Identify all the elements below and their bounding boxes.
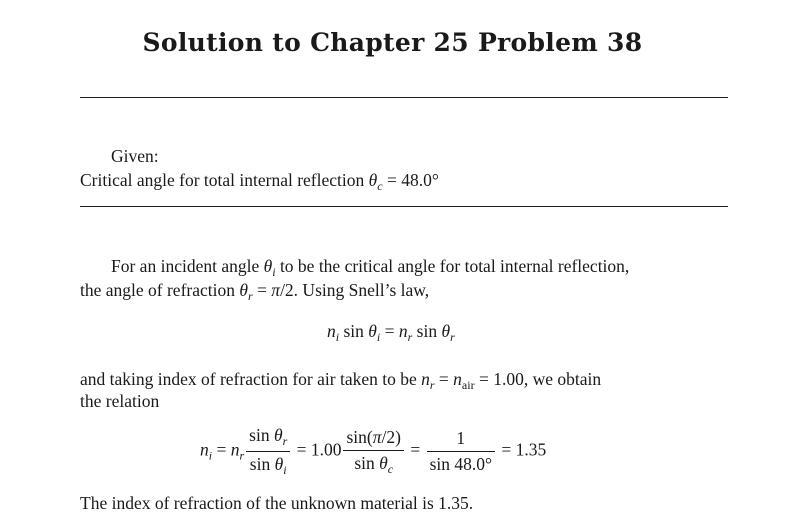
rel-n-sub: i — [208, 448, 213, 463]
snell-n1-sub: i — [335, 330, 340, 344]
rel-nr: n — [230, 439, 240, 460]
p1l1-sub: i — [272, 265, 276, 279]
rel-result: 1.35 — [515, 439, 547, 460]
snell-n2: n — [398, 321, 408, 341]
snell-theta1-sub: i — [376, 330, 381, 344]
p1l2-var: θ — [239, 280, 248, 300]
snell-n2-sub: r — [407, 330, 413, 344]
frac3-den: sin 48.0° — [429, 454, 493, 474]
frac1-den-sin: sin — [249, 454, 275, 474]
rel-n: n — [200, 439, 209, 460]
p2l1-n1-sub: r — [429, 378, 435, 392]
page-title: Solution to Chapter 25 Problem 38 — [142, 28, 643, 57]
snell-theta2: θ — [441, 321, 451, 341]
frac2-den-sin: sin — [354, 452, 380, 473]
snell-equation — [327, 321, 455, 345]
p1l2-text-a: the angle of refraction — [80, 280, 240, 300]
fraction-sin-ratio — [246, 425, 290, 478]
frac1-num-theta: θ — [273, 425, 283, 445]
given-line — [80, 170, 439, 194]
p2l1-n2: n — [453, 369, 462, 389]
frac3-num: 1 — [427, 428, 495, 452]
paragraph2-line1 — [80, 369, 601, 393]
snell-n1: n — [327, 321, 336, 341]
p2l1-n1: n — [421, 369, 430, 389]
paragraph2-line2: the relation — [80, 391, 160, 411]
rel-coef: 1.00 — [310, 439, 342, 460]
frac1-den-sub: i — [283, 463, 287, 477]
fraction-pi-ratio — [343, 427, 403, 477]
p2l1-text-a: and taking index of refraction for air taken to be — [80, 369, 422, 389]
p1l1-var: θ — [263, 256, 273, 276]
frac1-den-theta: θ — [274, 454, 284, 474]
given-value: = 48.0° — [382, 170, 439, 190]
frac2-num-pi: π — [372, 426, 382, 447]
p1l1-text-b: to be the critical angle for total internal reflection, — [275, 256, 630, 276]
p1l2-pi: π — [271, 280, 281, 300]
frac2-den-theta: θ — [379, 452, 388, 473]
paragraph1-line1 — [111, 256, 629, 280]
relation-equation — [200, 425, 546, 478]
rel-eq4: = — [501, 439, 512, 460]
rel-eq2: = — [296, 439, 307, 460]
p1l2-text-b: = — [252, 280, 272, 300]
frac1-num-sub: r — [282, 434, 288, 448]
p1l1-text-a: For an incident angle — [111, 256, 264, 276]
frac2-num-b: /2) — [381, 426, 401, 447]
frac2-den-sub: c — [387, 461, 394, 476]
paragraph1-line2 — [80, 280, 429, 304]
top-divider — [80, 97, 728, 98]
snell-sin2: sin — [416, 321, 438, 341]
conclusion: The index of refraction of the unknown material is 1.35. — [80, 493, 474, 513]
given-var: θ — [368, 170, 378, 190]
given-text: Critical angle for total internal reflection — [80, 170, 369, 190]
p2l1-air-sub: air — [461, 378, 475, 392]
p1l2-sub: r — [247, 289, 253, 303]
snell-sin1: sin — [343, 321, 364, 341]
fraction-reciprocal — [427, 428, 495, 475]
p1l2-text-c: /2. Using Snell’s law, — [280, 280, 430, 300]
bottom-divider — [80, 206, 728, 207]
rel-eq1: = — [216, 439, 227, 460]
rel-nr-sub: r — [239, 448, 245, 463]
snell-equals: = — [384, 321, 395, 341]
snell-theta1: θ — [368, 321, 377, 341]
given-label: Given: — [111, 146, 159, 166]
given-var-sub: c — [377, 179, 383, 193]
rel-eq3: = — [410, 439, 421, 460]
frac1-num-sin: sin — [249, 425, 274, 445]
snell-theta2-sub: r — [450, 330, 455, 344]
p2l1-equals: = — [434, 369, 454, 389]
frac2-num-a: sin( — [346, 426, 373, 447]
p2l1-text-b: = 1.00, we obtain — [474, 369, 602, 389]
